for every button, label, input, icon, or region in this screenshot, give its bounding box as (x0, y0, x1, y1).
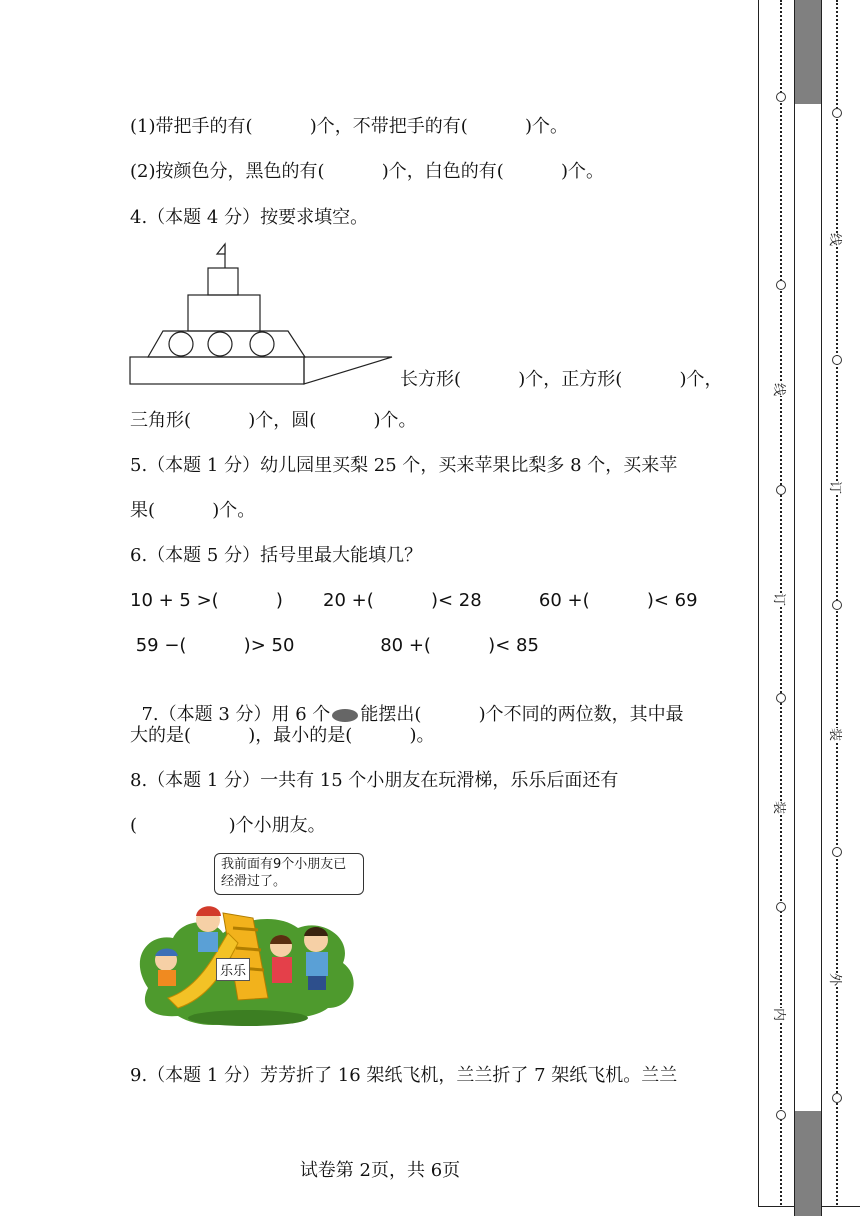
binding-hole-icon (832, 600, 842, 610)
q4-answer-line2: 三角形( )个，圆( )个。 (130, 410, 417, 431)
inner-label-zhuang: 装 (771, 801, 790, 814)
outer-label-xian: 线 (827, 233, 846, 246)
outer-label-zhuang: 装 (827, 728, 846, 741)
binding-hole-icon (776, 280, 786, 290)
binding-hole-icon (832, 1093, 842, 1103)
q9-line1: 9.（本题 1 分）芳芳折了 16 架纸飞机，兰兰折了 7 架纸飞机。兰兰 (130, 1065, 678, 1086)
q6-line2: 59 −( )> 50 80 +( )< 85 (130, 635, 539, 656)
q7-line1-end: 能摆出( )个不同的两位数，其中最 (360, 704, 684, 725)
q4-title: 4.（本题 4 分）按要求填空。 (130, 207, 369, 228)
gray-bar-top (795, 0, 821, 104)
speech-bubble (214, 853, 364, 895)
binding-margin (756, 0, 860, 1216)
name-label: 乐乐 (216, 958, 250, 981)
outer-label-wai: 外 (827, 973, 846, 986)
q6-title: 6.（本题 5 分）括号里最大能填几？ (130, 545, 423, 566)
q5-line1: 5.（本题 1 分）幼儿园里买梨 25 个，买来苹果比梨多 8 个，买来苹 (130, 455, 678, 476)
binding-hole-icon (776, 902, 786, 912)
q5-line2: 果( )个。 (130, 500, 256, 521)
q7-line1-start: 7.（本题 3 分）用 6 个 (141, 704, 331, 725)
binding-hole-icon (832, 108, 842, 118)
inner-label-xian: 线 (771, 383, 790, 396)
q8-line2: ( )个小朋友。 (130, 815, 326, 836)
q8-line1: 8.（本题 1 分）一共有 15 个小朋友在玩滑梯，乐乐后面还有 (130, 770, 619, 791)
outer-label-ding: 订 (827, 481, 846, 494)
q7-line2: 大的是( )，最小的是( )。 (130, 725, 435, 746)
speech-bubble-text: 我前面有9个小朋友已经滑过了。 (221, 857, 347, 889)
inner-label-nei: 内 (771, 1008, 790, 1021)
q3-sub2: (2)按颜色分，黑色的有( )个，白色的有( )个。 (130, 161, 605, 182)
slide-illustration (128, 848, 368, 1038)
outer-border (758, 0, 759, 1206)
page-footer: 试卷第 2页，共 6页 (299, 1160, 461, 1181)
binding-hole-icon (776, 485, 786, 495)
gray-bar-bottom (795, 1111, 821, 1216)
q4-answer-line1: 长方形( )个，正方形( )个， (400, 369, 723, 390)
binding-hole-icon (776, 92, 786, 102)
oval-shape-icon (332, 709, 358, 722)
ship-figure (128, 240, 400, 390)
binding-hole-icon (832, 355, 842, 365)
inner-label-ding: 订 (771, 593, 790, 606)
q7-line1 (130, 679, 684, 727)
binding-hole-icon (776, 693, 786, 703)
binding-hole-icon (832, 847, 842, 857)
binding-hole-icon (776, 1110, 786, 1120)
q6-line1: 10 + 5 >( ) 20 +( )< 28 60 +( )< 69 (130, 590, 698, 611)
q3-sub1: (1)带把手的有( )个，不带把手的有( )个。 (130, 116, 569, 137)
gray-bar (794, 0, 822, 1216)
